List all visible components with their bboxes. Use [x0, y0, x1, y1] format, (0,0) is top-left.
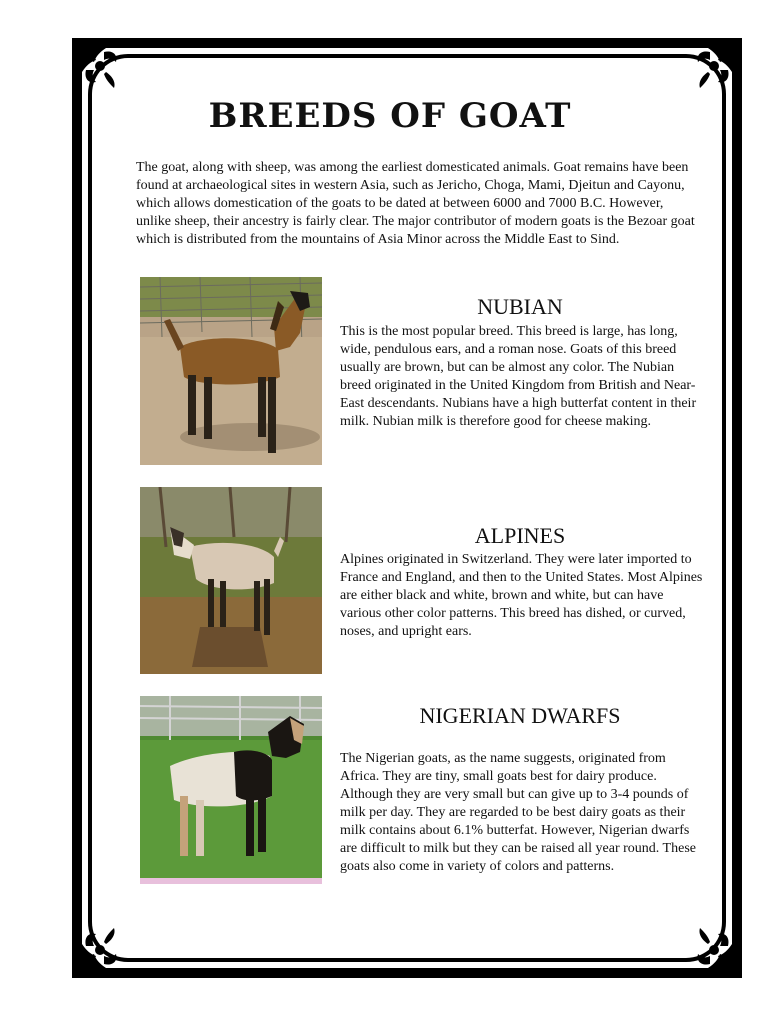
breed-description-nigerian-dwarfs: The Nigerian goats, as the name suggests, originated from Africa. They are tiny, small goats best for dairy produce. Although they are very small but can give up to 3-4 pounds of milk per day. They are regarded to be best dairy goats as their milk contains about 6.1% butterfat. However, Nigerian dwarfs are difficult to milk but they can be raised all year round. These goats also come in variety of colors and patterns. [340, 751, 696, 874]
breed-heading-nigerian-dwarfs: NIGERIAN DWARFS [419, 703, 621, 728]
breed-description-alpines: Alpines originated in Switzerland. They were later imported to France and England, and then to the United States. Most Alpines are either black and white, brown and white, but can have various other color patterns. This breed has dished, or curved, noses, and upright ears. [340, 552, 703, 639]
breed-heading-alpines: ALPINES [474, 523, 566, 548]
breed-heading-nubian: NUBIAN [477, 294, 563, 319]
corner-ornament-icon [76, 910, 140, 974]
intro-paragraph: The goat, along with sheep, was among the earliest domesticated animals. Goat remains have been found at archaeological sites in western Asia, such as Jericho, Choga, Mami, Djeitun and Cayonu, which allows domestication of the goats to be dated at between 6000 and 7000 B.C. However, unlike sheep, their ancestry is fairly clear. The major contributor of modern goats is the Bezoar goat which is distributed from the mountains of Asia Minor across the Middle East to Sind. [136, 160, 695, 247]
nigerian-dwarf-goat-photo [140, 696, 322, 884]
nubian-goat-photo [140, 277, 322, 465]
page-title: BREEDS OF GOAT [208, 96, 572, 136]
alpine-goat-photo [140, 487, 322, 674]
breed-description-nubian: This is the most popular breed. This breed is large, has long, wide, pendulous ears, and a roman nose. Goats of this breed usually are brown, but can be almost any color. The Nubian breed originated in the United Kingdom from British and Near-East descendants. Nubians have a high butterfat content in their milk. Nubian milk is therefore good for cheese making. [340, 324, 697, 429]
corner-ornament-icon [674, 42, 738, 106]
corner-ornament-icon [674, 910, 738, 974]
corner-ornament-icon [76, 42, 140, 106]
